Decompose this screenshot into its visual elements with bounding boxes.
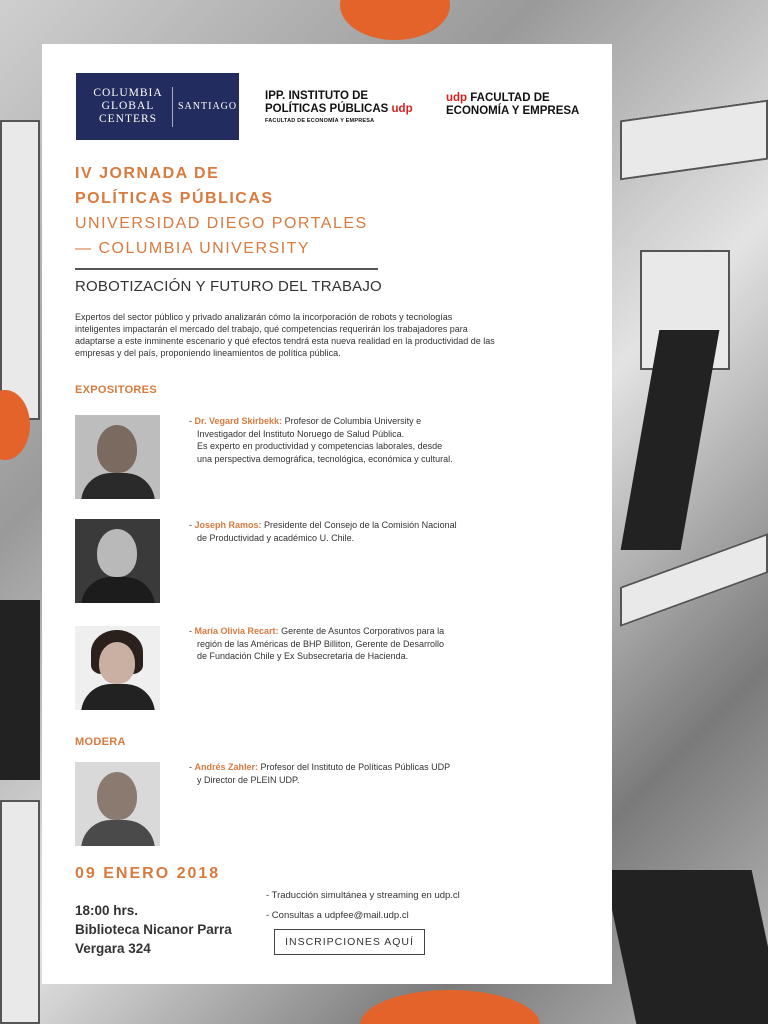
speaker-desc: Investigador del Instituto Noruego de Salud Pública. (197, 428, 405, 439)
udp-faculty-logo (446, 92, 596, 118)
speaker-desc: de Fundación Chile y Ex Subsecretaria de Hacienda. (197, 651, 409, 661)
speaker-desc: región de las Américas de BHP Billiton, Gerente de Desarrollo (197, 638, 444, 649)
fac-line1: FACULTAD DE (470, 92, 550, 104)
fac-line2: ECONOMÍA Y EMPRESA (446, 105, 580, 117)
speaker-skirbekk: - Dr. Vegard Skirbekk: Profesor de Columbia University e Investigador del Instituto Noruego de Salud Pública. Es experto en productividad y competencias laborales, desde una perspectiva demográfica, tecnológica, económica y cultural. (189, 415, 489, 465)
cgc-line3: CENTERS (98, 113, 158, 125)
title-line2: POLÍTICAS PÚBLICAS (75, 190, 274, 207)
speaker-photo-skirbekk (75, 415, 160, 499)
ipp-udp-logo (265, 90, 415, 124)
speaker-desc: de Productividad y académico U. Chile. (197, 532, 355, 543)
event-poster-card (42, 44, 612, 984)
speaker-desc: Es experto en productividad y competencias laborales, desde (197, 441, 443, 451)
cgc-line1: COLUMBIA (93, 87, 163, 99)
fac-udp-mark: udp (446, 92, 468, 104)
streaming-note: - Traducción simultánea y streaming en udp.cl (266, 890, 460, 901)
event-address: Vergara 324 (75, 941, 151, 956)
event-location (75, 901, 232, 958)
moderator-zahler: - Andrés Zahler: Profesor del Instituto de Políticas Públicas UDP y Director de PLEIN UDP. (189, 761, 489, 786)
event-time: 18:00 hrs. (75, 903, 139, 918)
speaker-name: Dr. Vegard Skirbekk: (194, 416, 283, 426)
cgc-city: SANTIAGO (178, 101, 238, 112)
event-date: 09 ENERO 2018 (75, 865, 221, 882)
register-button[interactable]: INSCRIPCIONES AQUÍ (274, 929, 425, 955)
cgc-line2: GLOBAL (101, 100, 155, 112)
title-line4: — COLUMBIA UNIVERSITY (75, 240, 311, 257)
ipp-subtitle: FACULTAD DE ECONOMÍA Y EMPRESA (265, 118, 375, 124)
moderator-name: Andrés Zahler: (194, 762, 259, 772)
section-modera: MODERA (75, 736, 126, 748)
speaker-photo-ramos (75, 519, 160, 603)
moderator-desc: y Director de PLEIN UDP. (197, 774, 300, 785)
speaker-desc: una perspectiva demográfica, tecnológica, económica y cultural. (197, 453, 453, 464)
columbia-global-centers-logo (76, 73, 239, 140)
speaker-photo-recart (75, 626, 160, 710)
speaker-name: Joseph Ramos: (194, 520, 262, 530)
section-expositores: EXPOSITORES (75, 384, 157, 396)
speaker-name: María Olivia Recart: (194, 626, 279, 636)
title-divider (75, 268, 378, 270)
speaker-ramos: - Joseph Ramos: Presidente del Consejo de la Comisión Nacional de Productividad y académico U. Chile. (189, 519, 489, 544)
speaker-desc: Gerente de Asuntos Corporativos para la (281, 626, 445, 636)
event-description: Expertos del sector público y privado analizarán cómo la incorporación de robots y tecnologías inteligentes impactarán el mercado del trabajo, qué competencias requerirán los trabajadores para adaptarse a este inminente escenario y qué efectos tendrá esta nueva realidad en la productividad de las empresas y del país, proponiendo lineamientos de política pública. (75, 312, 495, 358)
speaker-recart: - María Olivia Recart: Gerente de Asuntos Corporativos para la región de las Américas de BHP Billiton, Gerente de Desarrollo de Fundación Chile y Ex Subsecretaria de Hacienda. (189, 625, 489, 663)
speaker-desc: Profesor de Columbia University e (284, 416, 422, 426)
ipp-udp-mark: udp (391, 103, 413, 115)
event-notes (266, 886, 460, 926)
moderator-desc: Profesor del Instituto de Políticas Públicas UDP (260, 762, 451, 772)
title-line1: IV JORNADA DE (75, 165, 220, 182)
speaker-desc: Presidente del Consejo de la Comisión Nacional (264, 520, 457, 530)
title-line3: UNIVERSIDAD DIEGO PORTALES (75, 215, 368, 232)
event-title (75, 161, 495, 261)
cgc-divider (172, 87, 173, 127)
contact-note: - Consultas a udpfee@mail.udp.cl (266, 910, 409, 921)
ipp-line2: POLÍTICAS PÚBLICAS (265, 103, 389, 115)
event-subtitle: ROBOTIZACIÓN Y FUTURO DEL TRABAJO (75, 278, 382, 295)
event-venue: Biblioteca Nicanor Parra (75, 922, 232, 937)
moderator-photo-zahler (75, 762, 160, 846)
ipp-line1: IPP. INSTITUTO DE (265, 90, 369, 102)
